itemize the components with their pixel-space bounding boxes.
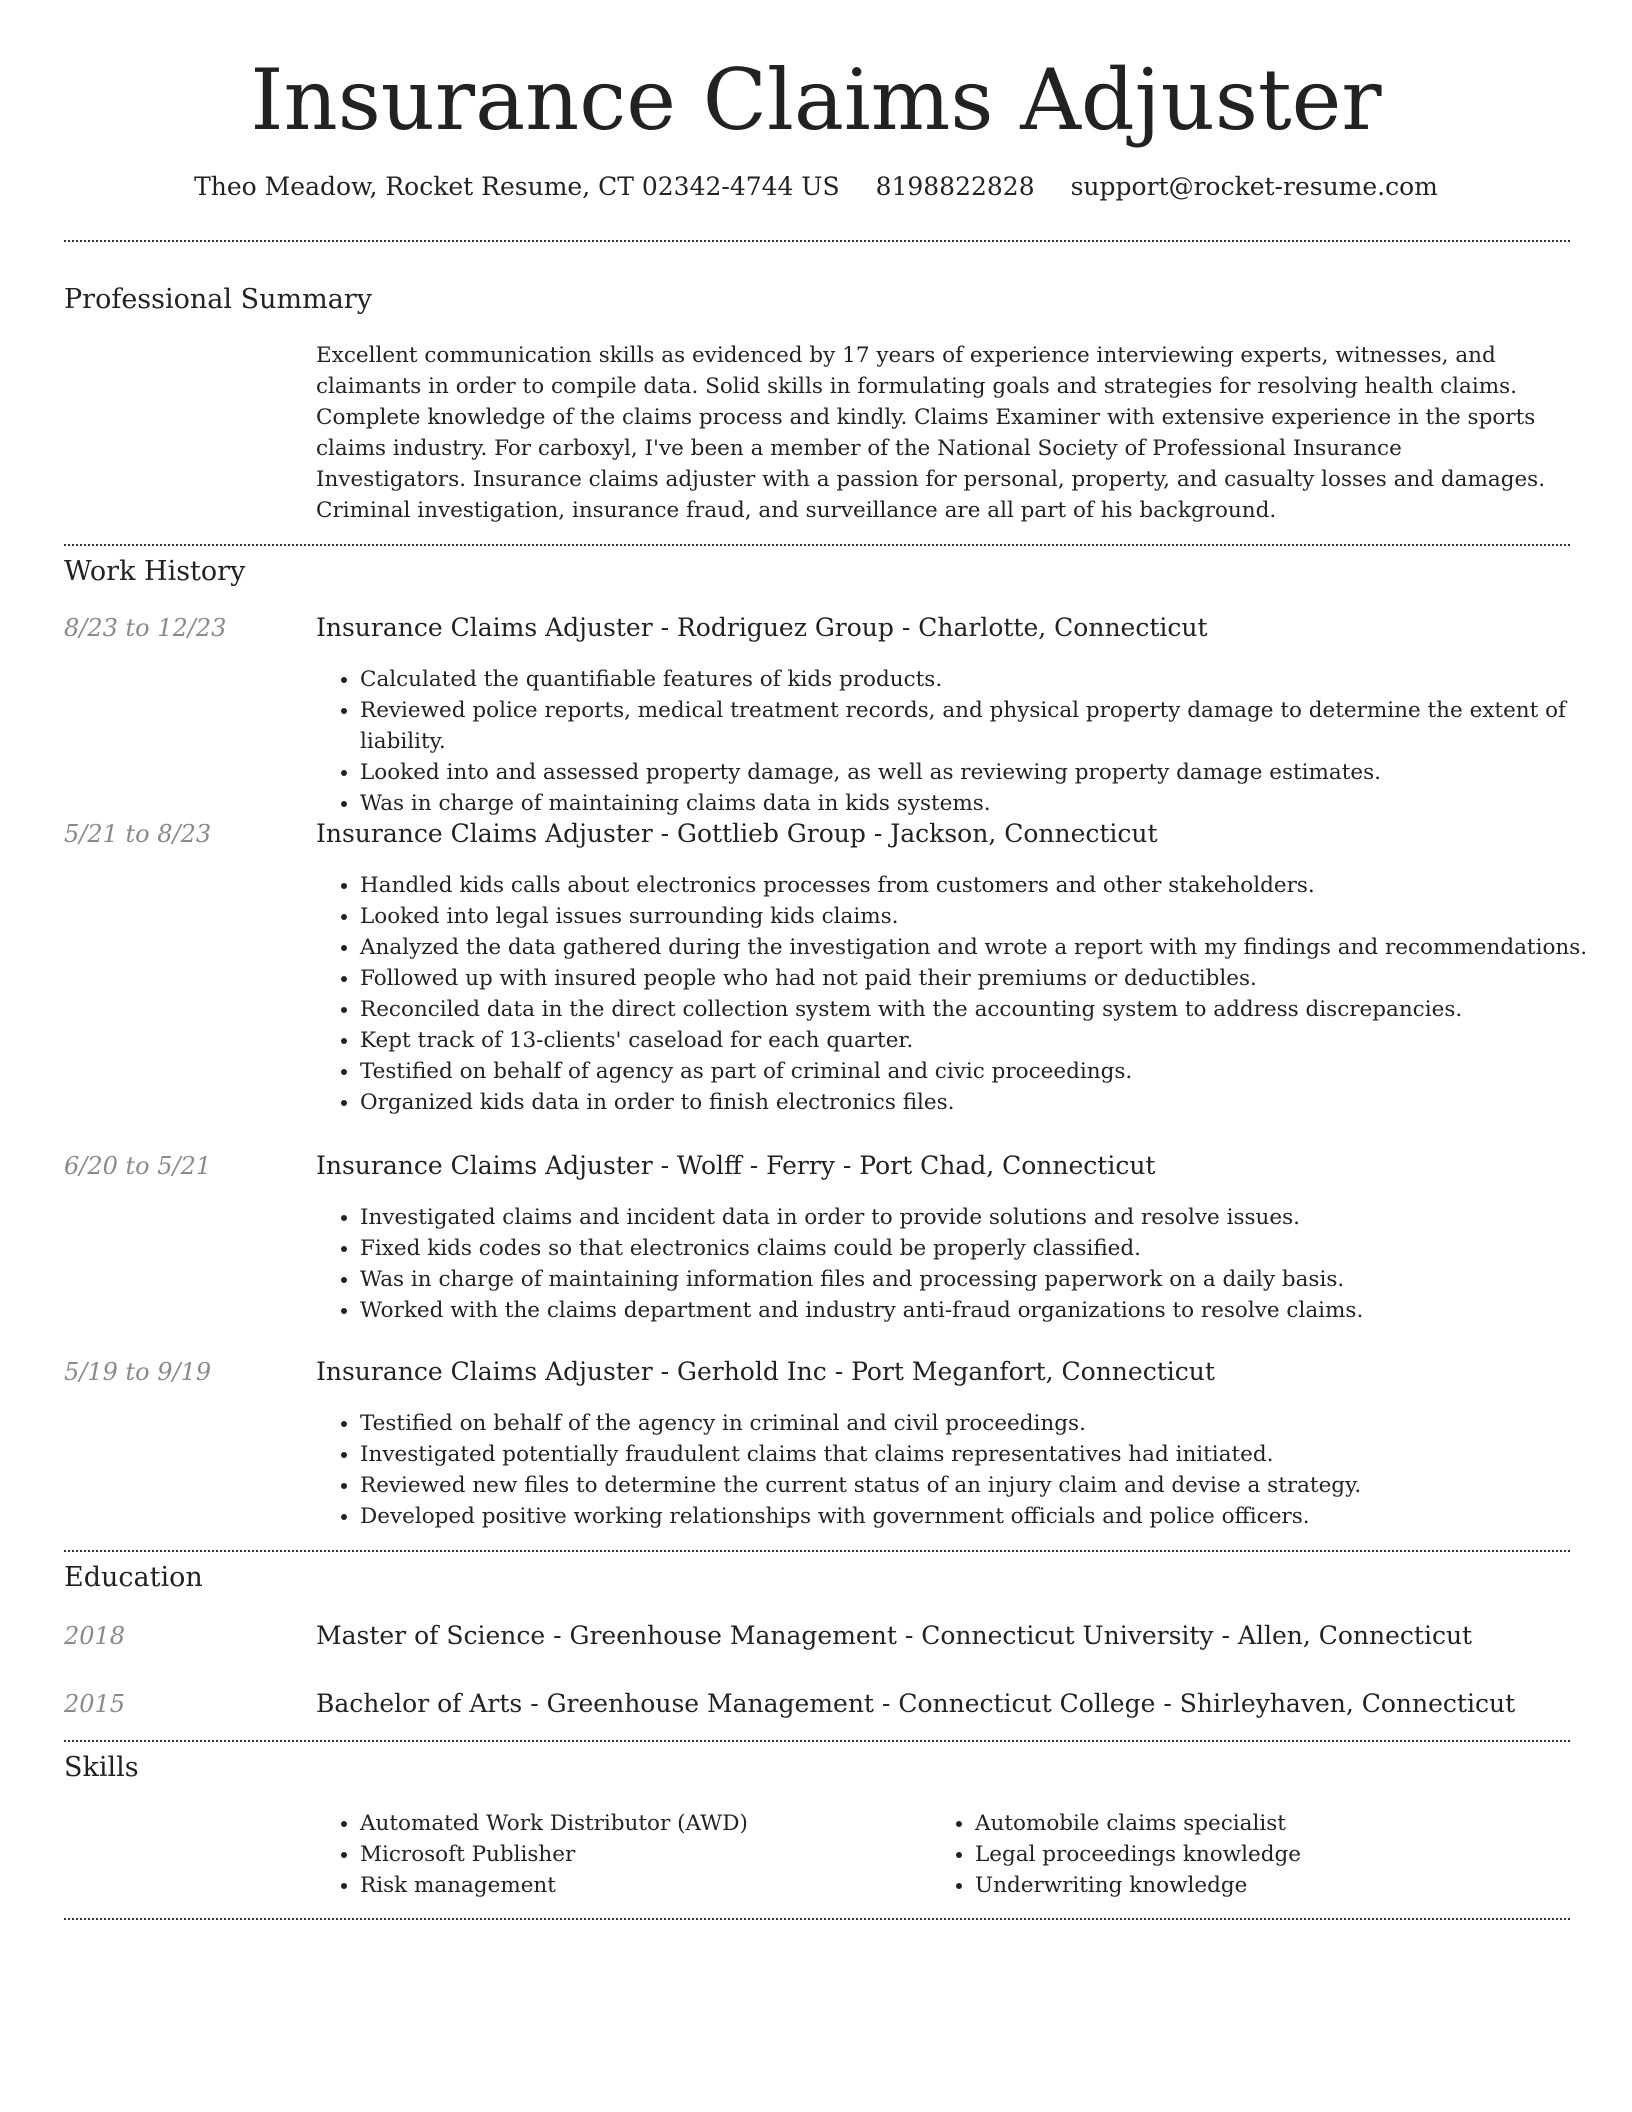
job-date: 6/20 to 5/21 — [64, 1152, 212, 1180]
section-title-summary: Professional Summary — [64, 284, 372, 315]
divider — [64, 1740, 1570, 1742]
contact-email: support@rocket-resume.com — [1070, 172, 1438, 201]
summary-text: Excellent communication skills as evidenced by 17 years of experience interviewing experts, witnesses, and claimants in order to compile data. Solid skills in formulating goals and strategies for resolving health claims. Complete knowledge of the claims process and kindly. Claims Examiner with extensive experience in the sports claims industry. For carboxyl, I've been a member of the National Society of Professional Insurance Investigators. Insurance claims adjuster with a passion for personal, property, and casualty losses and damages. Criminal investigation, insurance fraud, and surveillance are all part of his background. — [316, 343, 1546, 523]
list-item: • Developed positive working relationships with government officials and police officers. — [360, 1501, 1610, 1532]
list-item: • Analyzed the data gathered during the investigation and wrote a report with my findings and recommendations. — [360, 932, 1610, 963]
skill-item: • Microsoft Publisher — [360, 1839, 748, 1870]
list-item: • Worked with the claims department and industry anti-fraud organizations to resolve claims. — [360, 1295, 1610, 1326]
list-item: • Testified on behalf of the agency in criminal and civil proceedings. — [360, 1408, 1610, 1439]
list-item: • Investigated claims and incident data in order to provide solutions and resolve issues. — [360, 1202, 1610, 1233]
skills-list-right — [931, 1808, 1301, 1901]
contact-phone: 8198822828 — [875, 172, 1035, 201]
contact-address: Theo Meadow, Rocket Resume, CT 02342-4744 US — [194, 172, 840, 201]
education-date: 2015 — [64, 1690, 126, 1718]
list-item: • Kept track of 13-clients' caseload for each quarter. — [360, 1025, 1610, 1056]
resume-title: Insurance Claims Adjuster — [250, 51, 1382, 149]
list-item: • Fixed kids codes so that electronics claims could be properly classified. — [360, 1233, 1610, 1264]
job-title: Insurance Claims Adjuster - Wolff - Ferry - Port Chad, Connecticut — [316, 1151, 1156, 1180]
skill-item: • Risk management — [360, 1870, 748, 1901]
education-title: Bachelor of Arts - Greenhouse Management - Connecticut College - Shirleyhaven, Connecticut — [316, 1689, 1516, 1718]
education-title: Master of Science - Greenhouse Management - Connecticut University - Allen, Connecticut — [316, 1621, 1473, 1650]
job-date: 8/23 to 12/23 — [64, 614, 227, 642]
contact-line — [0, 172, 1632, 201]
skill-item: • Automobile claims specialist — [975, 1808, 1301, 1839]
education-date: 2018 — [64, 1622, 126, 1650]
divider — [64, 240, 1570, 242]
list-item: • Looked into legal issues surrounding kids claims. — [360, 901, 1610, 932]
list-item: • Looked into and assessed property damage, as well as reviewing property damage estimates. — [360, 757, 1610, 788]
skill-item: • Automated Work Distributor (AWD) — [360, 1808, 748, 1839]
job-title: Insurance Claims Adjuster - Gottlieb Group - Jackson, Connecticut — [316, 819, 1158, 848]
list-item: • Calculated the quantifiable features of kids products. — [360, 664, 1610, 695]
list-item: • Organized kids data in order to finish electronics files. — [360, 1087, 1610, 1118]
section-title-work-history: Work History — [64, 556, 246, 587]
list-item: • Was in charge of maintaining claims data in kids systems. — [360, 788, 1610, 819]
skills-list-left — [316, 1808, 748, 1901]
list-item: • Handled kids calls about electronics processes from customers and other stakeholders. — [360, 870, 1610, 901]
list-item: • Investigated potentially fraudulent claims that claims representatives had initiated. — [360, 1439, 1610, 1470]
list-item: • Reviewed new files to determine the current status of an injury claim and devise a strategy. — [360, 1470, 1610, 1501]
section-title-education: Education — [64, 1562, 203, 1593]
job-bullets — [316, 870, 1610, 1118]
list-item: • Testified on behalf of agency as part of criminal and civic proceedings. — [360, 1056, 1610, 1087]
divider — [64, 1550, 1570, 1552]
job-title: Insurance Claims Adjuster - Rodriguez Group - Charlotte, Connecticut — [316, 613, 1208, 642]
job-bullets — [316, 1408, 1610, 1532]
list-item: • Reviewed police reports, medical treatment records, and physical property damage to determine the extent of liability. — [360, 695, 1610, 757]
job-bullets — [316, 1202, 1610, 1326]
skill-item: • Legal proceedings knowledge — [975, 1839, 1301, 1870]
job-date: 5/21 to 8/23 — [64, 820, 212, 848]
list-item: • Was in charge of maintaining information files and processing paperwork on a daily basis. — [360, 1264, 1610, 1295]
skill-item: • Underwriting knowledge — [975, 1870, 1301, 1901]
divider — [64, 1918, 1570, 1920]
list-item: • Reconciled data in the direct collection system with the accounting system to address discrepancies. — [360, 994, 1610, 1025]
job-title: Insurance Claims Adjuster - Gerhold Inc - Port Meganfort, Connecticut — [316, 1357, 1215, 1386]
list-item: • Followed up with insured people who had not paid their premiums or deductibles. — [360, 963, 1610, 994]
job-date: 5/19 to 9/19 — [64, 1358, 212, 1386]
job-bullets — [316, 664, 1610, 819]
divider — [64, 544, 1570, 546]
section-title-skills: Skills — [64, 1752, 139, 1783]
